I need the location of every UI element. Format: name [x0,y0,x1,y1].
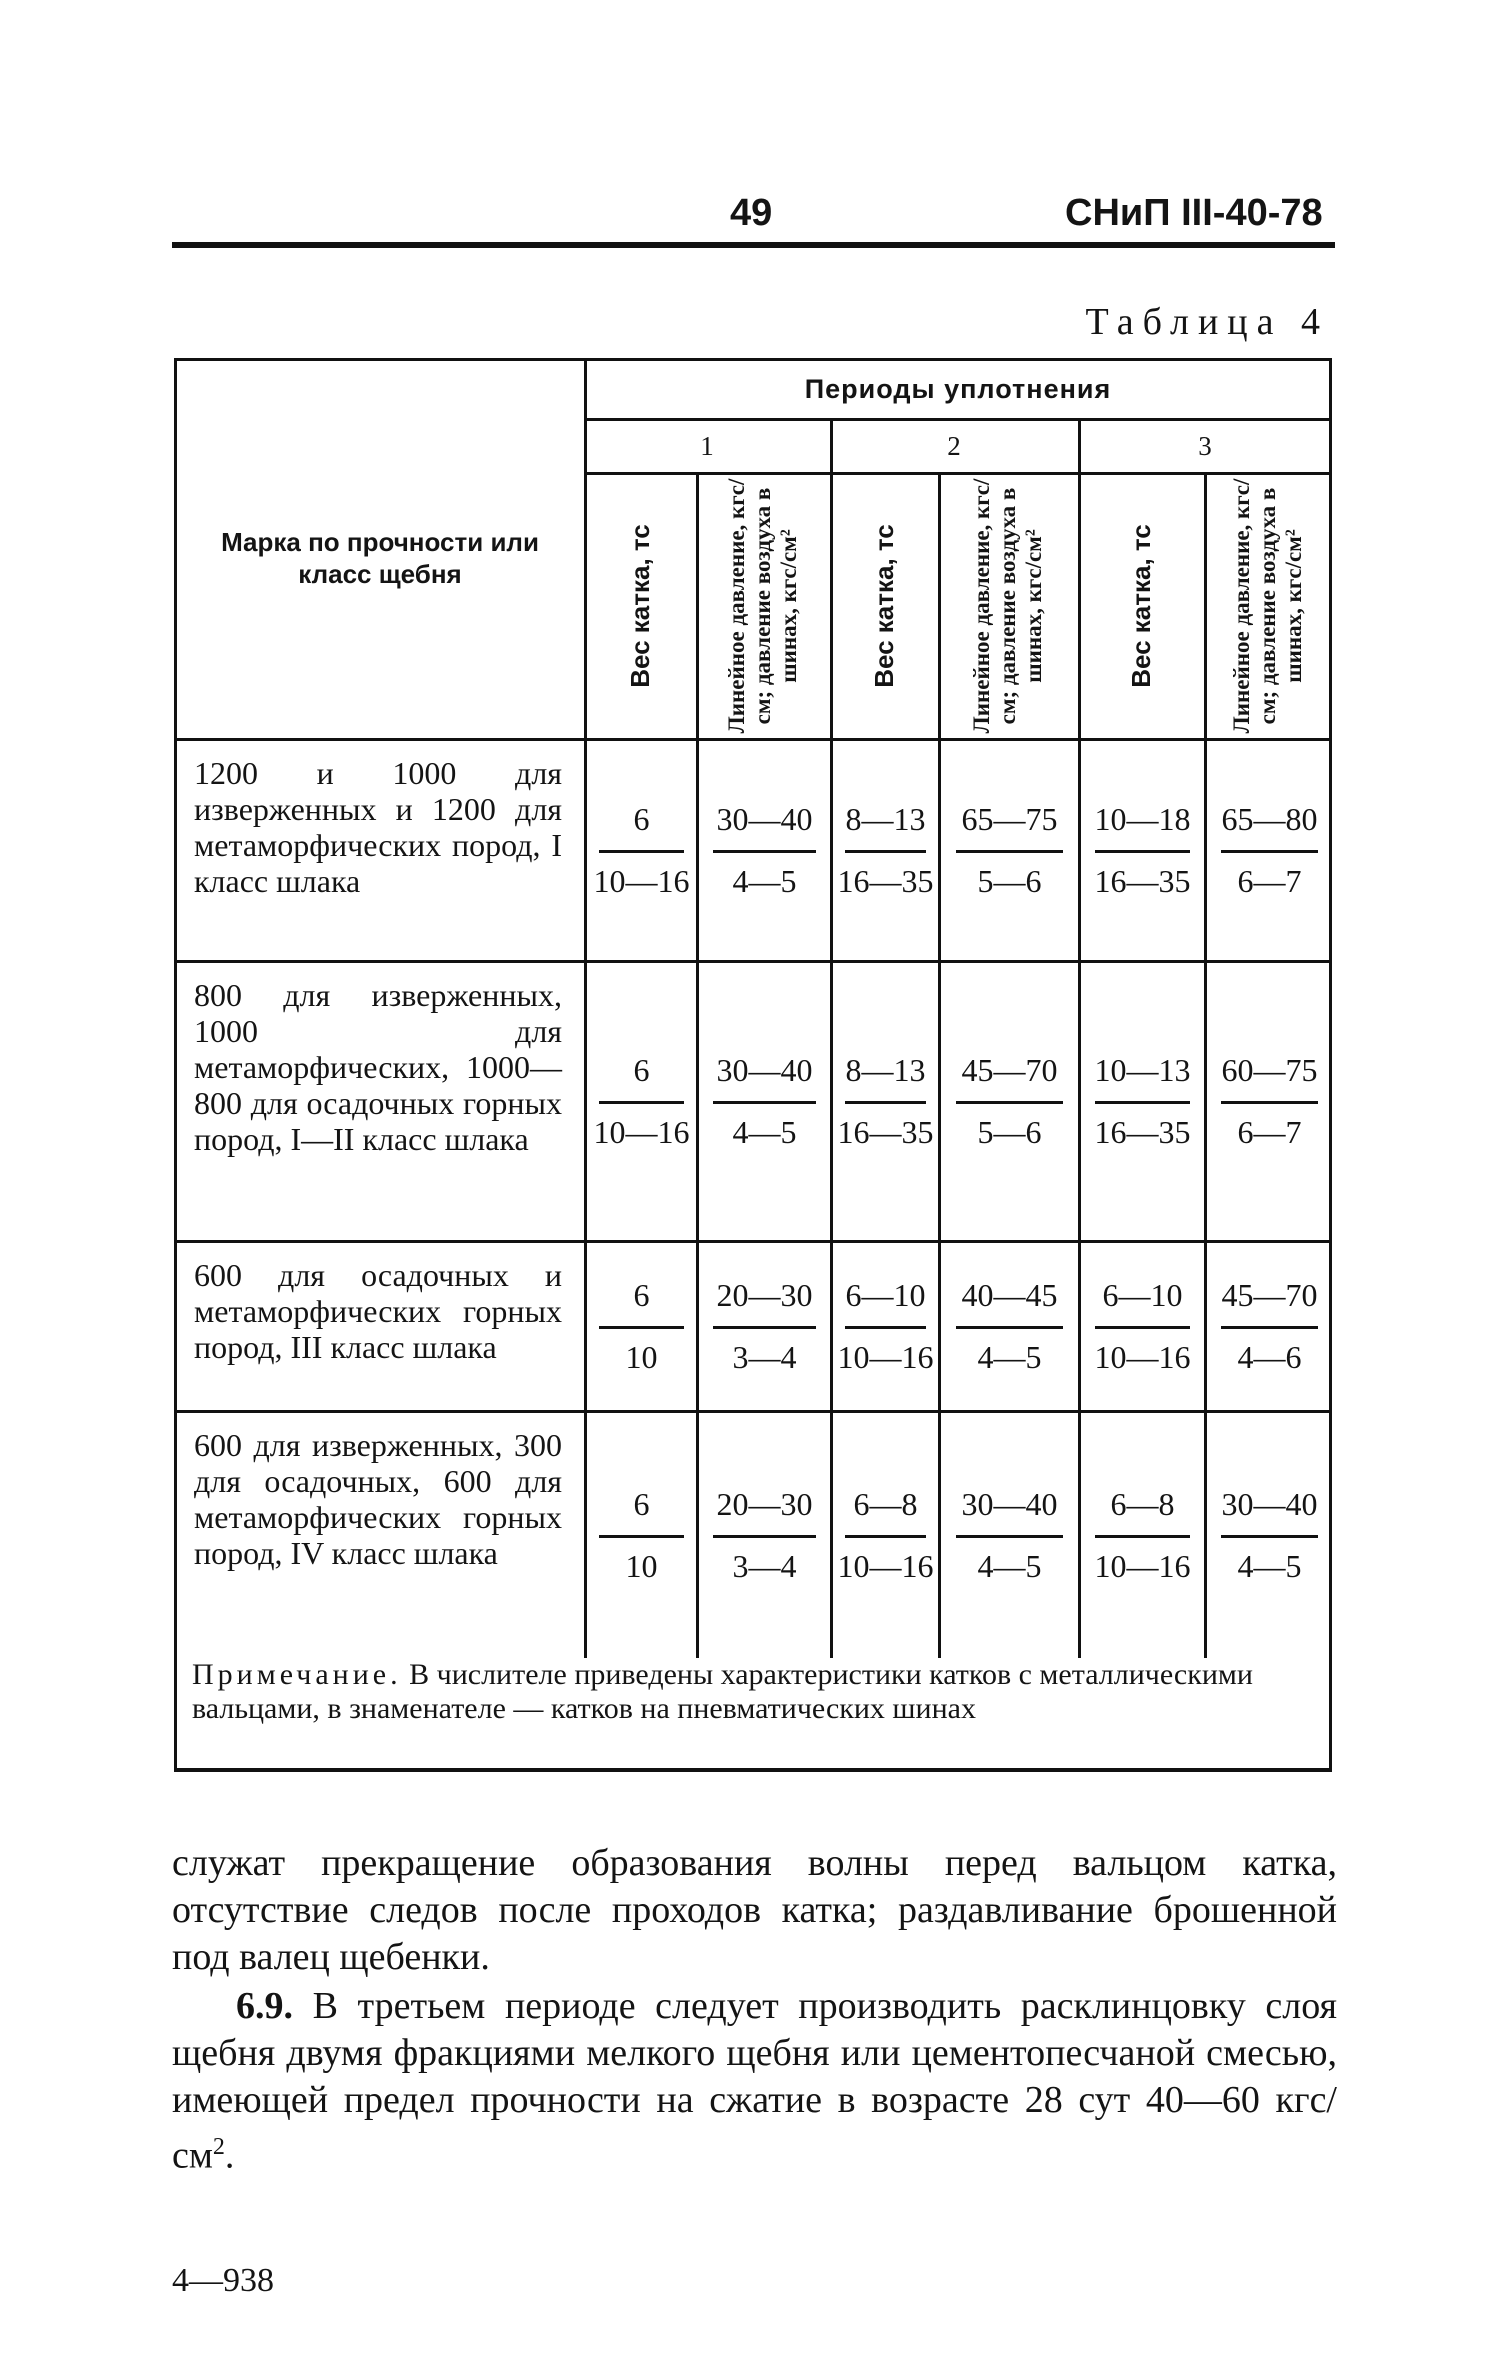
cell-numerator: 45—70 [961,1051,1058,1088]
table-bottom-rule [174,1768,1332,1772]
table-cell [1207,1277,1332,1376]
col-rule-2 [830,418,833,1658]
cell-denominator: 4—5 [1237,1547,1302,1584]
cell-numerator: 8—13 [845,800,926,837]
table-cell [587,801,696,900]
row-label: 600 для изверженных, 300 для осадочных, 600 для метаморфических горных пород, IV класс шлака [194,1427,562,1571]
cell-numerator: 30—40 [716,800,813,837]
column-header-pressure: Линейное давление, кгс/см; давление воздуха в шинах, кгс/см² [1229,478,1306,734]
cell-numerator: 6 [633,1276,650,1313]
table-cell [1081,1052,1204,1151]
table-cell [833,1277,938,1376]
fraction-bar [1095,1535,1191,1538]
cell-denominator: 10—16 [593,862,690,899]
header-rule [172,242,1335,248]
fraction-bar [1221,1535,1319,1538]
column-header-pressure: Линейное давление, кгс/см; давление воздуха в шинах, кгс/см² [969,478,1046,734]
fraction-bar [713,1535,815,1538]
cell-denominator: 4—5 [732,1113,797,1150]
table-cell [941,1486,1078,1585]
cell-numerator: 30—40 [1221,1485,1318,1522]
fraction-bar [713,850,815,853]
row-header: Марка по прочности или класс щебня [221,527,539,589]
table-caption: Таблица 4 [1085,301,1329,343]
cell-denominator: 10—16 [593,1113,690,1150]
cell-numerator: 20—30 [716,1485,813,1522]
cell-denominator: 10—16 [1094,1338,1191,1375]
cell-numerator: 6 [633,1485,650,1522]
cell-denominator: 10—16 [1094,1547,1191,1584]
fraction-bar [1221,850,1319,853]
table-cell [699,1052,830,1151]
fraction-bar [599,850,684,853]
clause-number: 6.9. [236,1985,293,2027]
fraction-bar [1095,1326,1191,1329]
page-signature: 4—938 [172,2262,274,2299]
table-cell [699,1277,830,1376]
cell-denominator: 4—6 [1237,1338,1302,1375]
fraction-bar [1095,1101,1191,1104]
cell-numerator: 45—70 [1221,1276,1318,1313]
row-rule-3 [174,1410,1332,1413]
col-rule-4 [1078,418,1081,1658]
fraction-bar [956,1535,1063,1538]
period-1: 1 [700,430,714,461]
table-cell [699,1486,830,1585]
cell-numerator: 60—75 [1221,1051,1318,1088]
cell-numerator: 65—80 [1221,800,1318,837]
cell-numerator: 40—45 [961,1276,1058,1313]
cell-denominator: 3—4 [732,1338,797,1375]
table-cell [833,1486,938,1585]
cell-denominator: 6—7 [1237,1113,1302,1150]
cell-denominator: 10—16 [837,1338,934,1375]
cell-numerator: 6—10 [845,1276,926,1313]
cell-denominator: 4—5 [977,1338,1042,1375]
table-cell [941,801,1078,900]
cell-numerator: 6—8 [1110,1485,1175,1522]
fraction-bar [956,1101,1063,1104]
data-table [174,358,1332,1778]
paragraph-1: служат прекращение образования волны перед вальцом катка, отсутствие следов после проходов катка; раздавливание брошенной под валец щебенки. [172,1842,1337,1978]
page-number: 49 [730,192,773,234]
table-cell [941,1052,1078,1151]
column-header-pressure: Линейное давление, кгс/см; давление воздуха в шинах, кгс/см² [724,478,801,734]
cell-denominator: 5—6 [977,862,1042,899]
cell-denominator: 4—5 [732,862,797,899]
fraction-bar [1221,1326,1319,1329]
fraction-bar [956,1326,1063,1329]
row-rule-1 [174,960,1332,963]
cell-numerator: 20—30 [716,1276,813,1313]
table-cell [1081,801,1204,900]
table-cell [833,1052,938,1151]
fraction-bar [713,1101,815,1104]
fraction-bar [845,1326,927,1329]
table-cell [587,1052,696,1151]
cell-numerator: 8—13 [845,1051,926,1088]
cell-denominator: 6—7 [1237,862,1302,899]
fraction-bar [713,1326,815,1329]
cell-denominator: 16—35 [837,1113,934,1150]
label-column-rule [584,358,587,1658]
table-top-rule [174,358,1332,361]
document-code: СНиП III-40-78 [1065,192,1323,234]
periods-header: Периоды уплотнения [804,373,1112,404]
table-cell [699,801,830,900]
cell-denominator: 10 [625,1547,658,1584]
cell-numerator: 6 [633,1051,650,1088]
body-text [172,1840,1337,2180]
fraction-bar [1095,850,1191,853]
table-cell [833,801,938,900]
fraction-bar [845,1101,927,1104]
row-label: 1200 и 1000 для изверженных и 1200 для метаморфических пород, I класс шлака [194,755,562,899]
cell-denominator: 16—35 [1094,1113,1191,1150]
cell-denominator: 16—35 [837,862,934,899]
table-cell [587,1486,696,1585]
cell-numerator: 30—40 [716,1051,813,1088]
cell-denominator: 3—4 [732,1547,797,1584]
fraction-bar [599,1101,684,1104]
table-note: Примечание. В числителе приведены характеристики катков с металлическими вальцами, в знаменателе — катков на пневматических шинах [192,1658,1253,1725]
cell-denominator: 10 [625,1338,658,1375]
fraction-bar [845,850,927,853]
cell-denominator: 10—16 [837,1547,934,1584]
cell-numerator: 10—13 [1094,1051,1191,1088]
cell-numerator: 30—40 [961,1485,1058,1522]
table-cell [1081,1277,1204,1376]
table-cell [587,1277,696,1376]
cell-numerator: 10—18 [1094,800,1191,837]
header-bottom-rule [174,738,1332,741]
table-cell [941,1277,1078,1376]
cell-numerator: 65—75 [961,800,1058,837]
row-label: 800 для изверженных, 1000 для метаморфических, 1000—800 для осадочных горных пород, I—II класс шлака [194,977,562,1157]
paragraph-6-9: 6.9. В третьем периоде следует производить расклинцовку слоя щебня двумя фракциями мелкого щебня или цементопесчаной смесью, имеющей предел прочности на сжатие в возрасте 28 сут 40—60 кгс/$см^2$. [172,1985,1337,2177]
period-2: 2 [947,430,961,461]
table-cell [1207,801,1332,900]
table-cell [1081,1486,1204,1585]
fraction-bar [956,850,1063,853]
fraction-bar [845,1535,927,1538]
row-rule-2 [174,1240,1332,1243]
cell-denominator: 5—6 [977,1113,1042,1150]
table-left-border [174,358,177,1772]
period-3: 3 [1198,430,1212,461]
cell-numerator: 6—8 [853,1485,918,1522]
column-header-weight: Вес катка, тс [1125,524,1156,688]
fraction-bar [1221,1101,1319,1104]
row-label: 600 для осадочных и метаморфических горных пород, III класс шлака [194,1257,562,1365]
table-cell [1207,1052,1332,1151]
table-cell [1207,1486,1332,1585]
cell-denominator: 16—35 [1094,862,1191,899]
cell-numerator: 6 [633,800,650,837]
cell-numerator: 6—10 [1102,1276,1183,1313]
fraction-bar [599,1535,684,1538]
column-header-weight: Вес катка, тс [624,524,655,688]
fraction-bar [599,1326,684,1329]
column-header-weight: Вес катка, тс [868,524,899,688]
cell-denominator: 4—5 [977,1547,1042,1584]
